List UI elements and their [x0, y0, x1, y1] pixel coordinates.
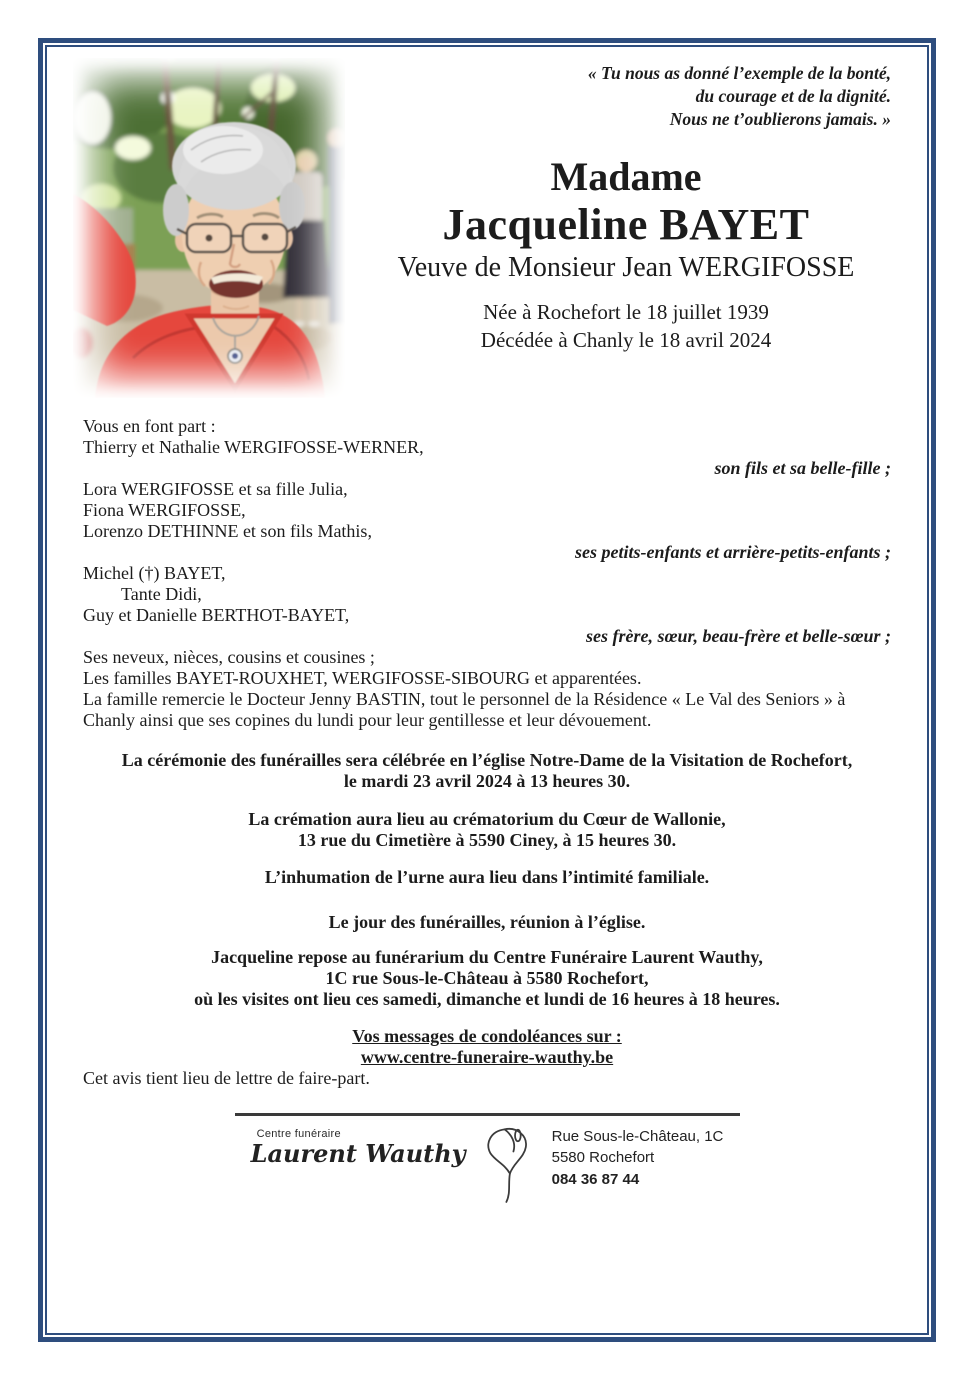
relation-label: ses petits-enfants et arrière-petits-enfants ;	[575, 542, 891, 562]
repose-line: où les visites ont lieu ces samedi, dimanche et lundi de 16 heures à 18 heures.	[194, 989, 780, 1009]
condolences-block	[83, 1026, 891, 1068]
cremation-block	[83, 809, 891, 851]
inhumation-line: L’inhumation de l’urne aura lieu dans l’intimité familiale.	[264, 867, 710, 887]
deceased-name: Jacqueline BAYET	[442, 199, 810, 249]
cremation-line: La crémation aura lieu au crématorium du Cœur de Wallonie,	[248, 809, 726, 829]
announcement-section	[83, 416, 891, 1089]
calla-lily-icon	[478, 1122, 540, 1209]
header-right-column	[345, 58, 891, 355]
funeral-line: La cérémonie des funérailles sera célébrée en l’église Notre-Dame de la Visitation de Rochefort,	[121, 750, 853, 770]
relatives-line: Ses neveux, nièces, cousins et cousines ;	[83, 647, 375, 667]
quote-line: Nous ne t’oublierons jamais. »	[669, 109, 891, 129]
phone-number: 084 36 87 44	[551, 1170, 640, 1188]
relation-label: son fils et sa belle-fille ;	[714, 458, 891, 478]
death-line: Décédée à Chanly le 18 avril 2024	[480, 328, 772, 353]
funeral-home-address	[552, 1126, 724, 1190]
intro-line: Vous en font part :	[83, 416, 216, 436]
repose-line: 1C rue Sous-le-Château à 5580 Rochefort,	[325, 968, 649, 988]
address-line: 5580 Rochefort	[551, 1149, 655, 1167]
repose-line: Jacqueline repose au funérarium du Centre Funéraire Laurent Wauthy,	[211, 947, 763, 967]
thanks-paragraph: La famille remercie le Docteur Jenny BASTIN, tout le personnel de la Résidence « Le Val des Seniors » à Chanly ainsi que ses copines du lundi pour leur gentillesse et leur dévouement.	[83, 689, 846, 730]
relation-label: ses frère, sœur, beau-frère et belle-sœur ;	[586, 626, 891, 646]
faire-part-notice: Cet avis tient lieu de lettre de faire-part.	[83, 1068, 370, 1088]
family-name-line: Michel (†) BAYET,	[83, 563, 226, 583]
quote-line: « Tu nous as donné l’exemple de la bonté,	[587, 63, 891, 83]
family-name-line: Fiona WERGIFOSSE,	[83, 500, 246, 520]
funeral-home-brand	[251, 1128, 466, 1168]
family-name-line: Thierry et Nathalie WERGIFOSSE-WERNER,	[83, 437, 424, 457]
reunion-line: Le jour des funérailles, réunion à l’église.	[328, 912, 646, 932]
birth-death-dates	[361, 298, 891, 355]
quote-line: du courage et de la dignité.	[695, 86, 891, 106]
condolences-url-link[interactable]: www.centre-funeraire-wauthy.be	[360, 1047, 614, 1067]
funeral-home-footer	[83, 1120, 891, 1209]
brand-tagline: Centre funéraire	[256, 1128, 341, 1140]
footer-divider	[235, 1113, 740, 1116]
birth-line: Née à Rochefort le 18 juillet 1939	[483, 300, 769, 325]
repose-block	[83, 947, 891, 1010]
page-content	[49, 52, 925, 1328]
funeral-line: le mardi 23 avril 2024 à 13 heures 30.	[343, 771, 631, 791]
memorial-quote	[361, 62, 891, 131]
title-block	[361, 155, 891, 355]
families-line: Les familles BAYET-ROUXHET, WERGIFOSSE-SIBOURG et apparentées.	[83, 668, 642, 688]
condolences-label: Vos messages de condoléances sur :	[352, 1026, 622, 1046]
header-section	[83, 58, 891, 398]
family-name-line: Guy et Danielle BERTHOT-BAYET,	[83, 605, 350, 625]
address-line: Rue Sous-le-Château, 1C	[551, 1128, 724, 1145]
family-name-line: Tante Didi,	[121, 584, 202, 604]
portrait-photo-illustration	[73, 58, 345, 398]
cremation-line: 13 rue du Cimetière à 5590 Ciney, à 15 heures 30.	[297, 830, 677, 850]
family-name-line: Lora WERGIFOSSE et sa fille Julia,	[83, 479, 348, 499]
funeral-ceremony-block	[83, 750, 891, 792]
widow-of-line: Veuve de Monsieur Jean WERGIFOSSE	[397, 252, 855, 284]
family-name-line: Lorenzo DETHINNE et son fils Mathis,	[83, 521, 372, 541]
portrait-photo	[73, 58, 345, 398]
brand-name: Laurent Wauthy	[250, 1139, 466, 1168]
title-madame: Madame	[550, 154, 702, 199]
